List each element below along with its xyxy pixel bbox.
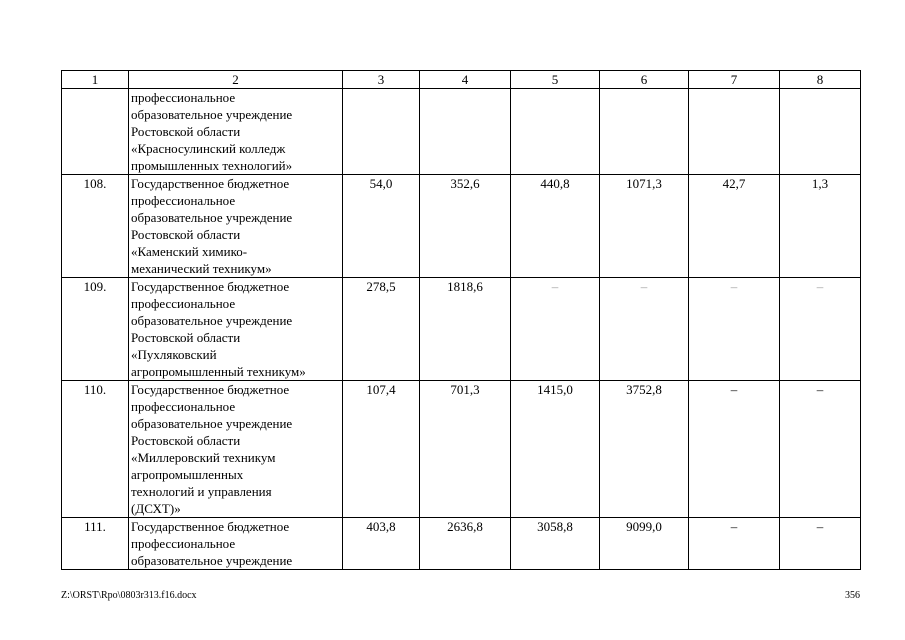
institution-name: Государственное бюджетное профессиональное образовательное учреждение Ростовской области «Миллеровский техникум агропромышленных технологий и управления (ДСХТ)» (129, 381, 343, 518)
value-col-6 (600, 89, 689, 175)
value-col-6: 3752,8 (600, 381, 689, 518)
page-number: 356 (845, 590, 860, 601)
header-cell-7: 7 (689, 71, 780, 89)
value-col-8 (780, 89, 861, 175)
value-col-8: – (780, 278, 861, 381)
institution-name: Государственное бюджетное профессиональное образовательное учреждение Ростовской области «Пухляковский агропромышленный техникум» (129, 278, 343, 381)
value-col-6: – (600, 278, 689, 381)
table-row (62, 175, 861, 278)
value-col-7 (689, 89, 780, 175)
header-cell-2: 2 (129, 71, 343, 89)
table-body (62, 89, 861, 570)
row-number: 110. (62, 381, 129, 518)
value-col-5: – (511, 278, 600, 381)
value-col-7: – (689, 518, 780, 570)
value-col-3 (343, 89, 420, 175)
value-col-4: 2636,8 (420, 518, 511, 570)
value-col-5: 3058,8 (511, 518, 600, 570)
institution-name: профессиональное образовательное учреждение Ростовской области «Красносулинский колледж промышленных технологий» (129, 89, 343, 175)
value-col-3: 107,4 (343, 381, 420, 518)
data-table (61, 70, 861, 570)
header-cell-6: 6 (600, 71, 689, 89)
value-col-4: 1818,6 (420, 278, 511, 381)
row-number: 108. (62, 175, 129, 278)
value-col-3: 403,8 (343, 518, 420, 570)
value-col-7: 42,7 (689, 175, 780, 278)
footer-file-path: Z:\ORST\Rpo\0803r313.f16.docx (61, 590, 197, 601)
institution-name: Государственное бюджетное профессиональное образовательное учреждение (129, 518, 343, 570)
value-col-8: 1,3 (780, 175, 861, 278)
header-cell-4: 4 (420, 71, 511, 89)
value-col-4: 701,3 (420, 381, 511, 518)
header-cell-5: 5 (511, 71, 600, 89)
value-col-4 (420, 89, 511, 175)
header-cell-8: 8 (780, 71, 861, 89)
row-number: 111. (62, 518, 129, 570)
value-col-7: – (689, 381, 780, 518)
institution-name: Государственное бюджетное профессиональное образовательное учреждение Ростовской области «Каменский химико- механический техникум» (129, 175, 343, 278)
table-row (62, 381, 861, 518)
table-row (62, 278, 861, 381)
value-col-6: 1071,3 (600, 175, 689, 278)
value-col-5: 1415,0 (511, 381, 600, 518)
value-col-6: 9099,0 (600, 518, 689, 570)
value-col-3: 278,5 (343, 278, 420, 381)
row-number: 109. (62, 278, 129, 381)
header-cell-1: 1 (62, 71, 129, 89)
value-col-7: – (689, 278, 780, 381)
row-number (62, 89, 129, 175)
value-col-3: 54,0 (343, 175, 420, 278)
value-col-5 (511, 89, 600, 175)
value-col-4: 352,6 (420, 175, 511, 278)
header-row (62, 71, 861, 89)
header-cell-3: 3 (343, 71, 420, 89)
table-header (62, 71, 861, 89)
table-row (62, 518, 861, 570)
value-col-8: – (780, 381, 861, 518)
table-row (62, 89, 861, 175)
value-col-5: 440,8 (511, 175, 600, 278)
value-col-8: – (780, 518, 861, 570)
